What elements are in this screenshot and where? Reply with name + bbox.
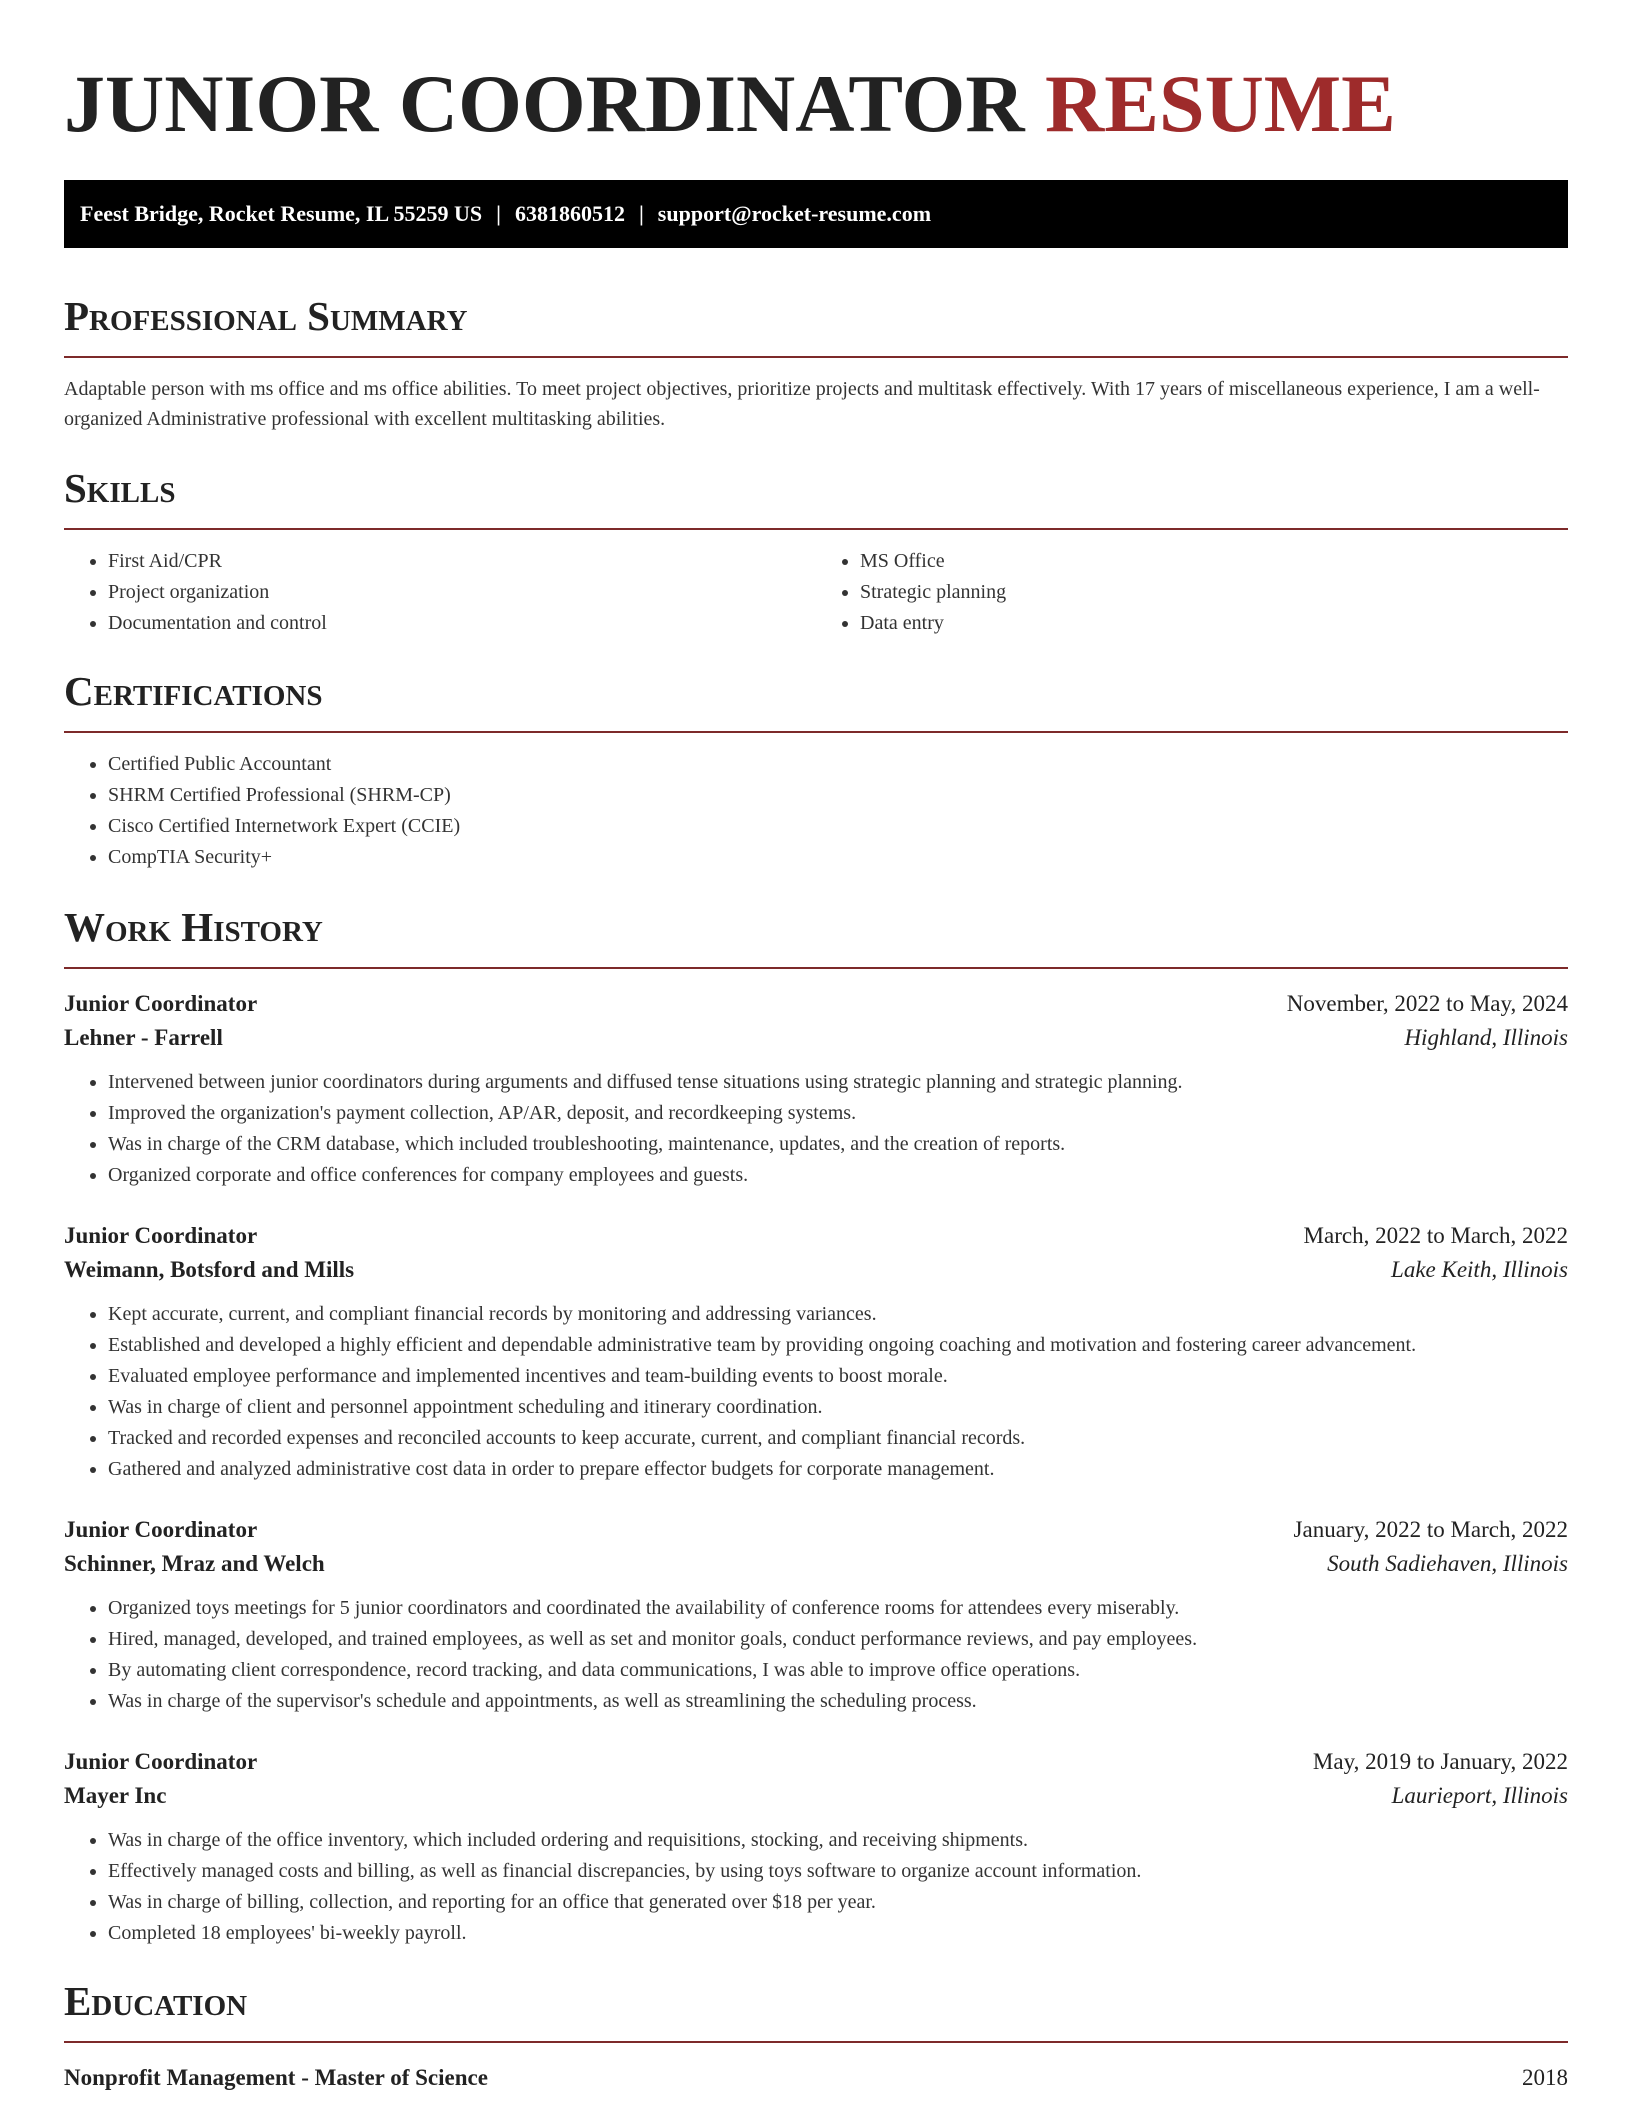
job-bullet: • Gathered and analyzed administrative cost data in order to prepare effector budgets for corporate management. bbox=[108, 1454, 1568, 1485]
job-bullets bbox=[64, 1067, 1568, 1191]
job-dates: January, 2022 to March, 2022 bbox=[1293, 1517, 1568, 1542]
skill-item: • Data entry bbox=[860, 608, 1568, 639]
certification-item: • SHRM Certified Professional (SHRM-CP) bbox=[108, 780, 1568, 811]
section-divider bbox=[64, 967, 1568, 969]
job-bullet: • Was in charge of the supervisor's schedule and appointments, as well as streamlining the scheduling process. bbox=[108, 1686, 1568, 1717]
skills-heading: Skills bbox=[64, 465, 176, 511]
job-bullet: • By automating client correspondence, record tracking, and data communications, I was able to improve office operations. bbox=[108, 1655, 1568, 1686]
work-history-section bbox=[64, 903, 1568, 1949]
job-title: Junior Coordinator bbox=[64, 991, 258, 1016]
job-bullets bbox=[64, 1299, 1568, 1485]
skill-item: • Strategic planning bbox=[860, 577, 1568, 608]
job-location: South Sadiehaven, Illinois bbox=[1327, 1551, 1568, 1576]
section-divider bbox=[64, 356, 1568, 358]
job-bullet: • Improved the organization's payment collection, AP/AR, deposit, and recordkeeping systems. bbox=[108, 1098, 1568, 1129]
certifications-section bbox=[64, 667, 1568, 873]
job-entry bbox=[64, 1745, 1568, 1949]
job-dates: May, 2019 to January, 2022 bbox=[1312, 1749, 1568, 1774]
skills-list-right bbox=[816, 546, 1568, 639]
job-dates: November, 2022 to May, 2024 bbox=[1286, 991, 1568, 1016]
job-bullet: • Was in charge of billing, collection, and reporting for an office that generated over $18 per year. bbox=[108, 1887, 1568, 1918]
contact-bar bbox=[64, 180, 1568, 248]
job-entry bbox=[64, 987, 1568, 1191]
summary-text: Adaptable person with ms office and ms office abilities. To meet project objectives, prioritize projects and multitask effectively. With 17 years of miscellaneous experience, I am a well-organized Administrative professional with excellent multitasking abilities. bbox=[64, 378, 1540, 430]
job-company: Lehner - Farrell bbox=[64, 1025, 223, 1050]
job-bullets bbox=[64, 1825, 1568, 1949]
skill-item: • MS Office bbox=[860, 546, 1568, 577]
job-company: Mayer Inc bbox=[64, 1783, 167, 1808]
work-history-heading: Work History bbox=[64, 904, 323, 950]
job-bullet: • Organized toys meetings for 5 junior coordinators and coordinated the availability of conference rooms for attendees every miserably. bbox=[108, 1593, 1568, 1624]
skills-section bbox=[64, 464, 1568, 639]
certification-item: • Certified Public Accountant bbox=[108, 749, 1568, 780]
title-main: JUNIOR COORDINATOR bbox=[64, 58, 1025, 149]
summary-section bbox=[64, 292, 1568, 434]
job-bullet: • Effectively managed costs and billing, as well as financial discrepancies, by using toys software to organize account information. bbox=[108, 1856, 1568, 1887]
certifications-heading: Certifications bbox=[64, 668, 323, 714]
certifications-list bbox=[64, 749, 1568, 873]
title-accent: RESUME bbox=[1045, 58, 1396, 149]
skill-item: • Project organization bbox=[108, 577, 816, 608]
section-divider bbox=[64, 731, 1568, 733]
job-location: Lake Keith, Illinois bbox=[1391, 1257, 1568, 1282]
summary-heading: Professional Summary bbox=[64, 293, 468, 339]
job-bullet: • Was in charge of the CRM database, which included troubleshooting, maintenance, updates, and the creation of reports. bbox=[108, 1129, 1568, 1160]
job-location: Highland, Illinois bbox=[1404, 1025, 1568, 1050]
certification-item: • Cisco Certified Internetwork Expert (CCIE) bbox=[108, 811, 1568, 842]
job-bullet: • Established and developed a highly efficient and dependable administrative team by providing ongoing coaching and motivation and fostering career advancement. bbox=[108, 1330, 1568, 1361]
job-bullet: • Intervened between junior coordinators during arguments and diffused tense situations using strategic planning and strategic planning. bbox=[108, 1067, 1568, 1098]
education-degree: Nonprofit Management - Master of Science bbox=[64, 2065, 488, 2090]
contact-email[interactable]: support@rocket-resume.com bbox=[657, 201, 932, 226]
job-bullet: • Was in charge of the office inventory, which included ordering and requisitions, stocking, and receiving shipments. bbox=[108, 1825, 1568, 1856]
job-bullets bbox=[64, 1593, 1568, 1717]
resume-title bbox=[64, 0, 1568, 152]
section-divider bbox=[64, 2041, 1568, 2043]
job-company: Schinner, Mraz and Welch bbox=[64, 1551, 325, 1576]
education-section bbox=[64, 1977, 1568, 2095]
certification-item: • CompTIA Security+ bbox=[108, 842, 1568, 873]
job-title: Junior Coordinator bbox=[64, 1517, 258, 1542]
skills-grid bbox=[64, 546, 1568, 639]
contact-address: Feest Bridge, Rocket Resume, IL 55259 US bbox=[80, 201, 483, 226]
education-entry bbox=[64, 2061, 1568, 2095]
job-bullet: • Tracked and recorded expenses and reconciled accounts to keep accurate, current, and compliant financial records. bbox=[108, 1423, 1568, 1454]
contact-phone[interactable]: 6381860512 bbox=[514, 201, 625, 226]
job-entry bbox=[64, 1513, 1568, 1717]
section-divider bbox=[64, 528, 1568, 530]
job-bullet: • Hired, managed, developed, and trained employees, as well as set and monitor goals, conduct performance reviews, and pay employees. bbox=[108, 1624, 1568, 1655]
job-location: Laurieport, Illinois bbox=[1391, 1783, 1568, 1808]
contact-separator: | bbox=[638, 201, 644, 226]
contact-separator: | bbox=[496, 201, 501, 226]
skill-item: • Documentation and control bbox=[108, 608, 816, 639]
education-year: 2018 bbox=[1522, 2065, 1568, 2090]
job-company: Weimann, Botsford and Mills bbox=[64, 1257, 355, 1282]
job-bullet: • Was in charge of client and personnel appointment scheduling and itinerary coordination. bbox=[108, 1392, 1568, 1423]
job-title: Junior Coordinator bbox=[64, 1223, 258, 1248]
job-bullet: • Evaluated employee performance and implemented incentives and team-building events to boost morale. bbox=[108, 1361, 1568, 1392]
job-entry bbox=[64, 1219, 1568, 1485]
job-title: Junior Coordinator bbox=[64, 1749, 258, 1774]
jobs-list bbox=[64, 987, 1568, 1949]
job-bullet: • Kept accurate, current, and compliant financial records by monitoring and addressing variances. bbox=[108, 1299, 1568, 1330]
skill-item: • First Aid/CPR bbox=[108, 546, 816, 577]
job-dates: March, 2022 to March, 2022 bbox=[1303, 1223, 1568, 1248]
job-bullet: • Organized corporate and office conferences for company employees and guests. bbox=[108, 1160, 1568, 1191]
education-heading: Education bbox=[64, 1978, 248, 2024]
skills-list-left bbox=[64, 546, 816, 639]
job-bullet: • Completed 18 employees' bi-weekly payroll. bbox=[108, 1918, 1568, 1949]
